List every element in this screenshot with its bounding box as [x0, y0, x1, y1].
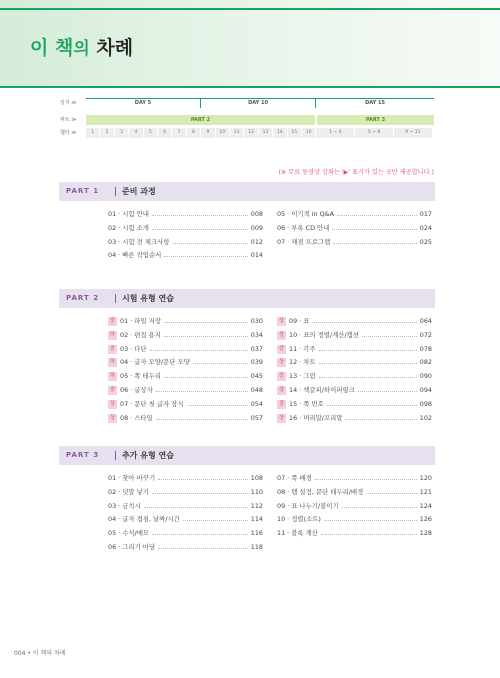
toc-entry-title [277, 329, 359, 343]
part-label: PART 3 [66, 451, 100, 459]
toc-entry[interactable] [277, 500, 432, 514]
toc-entry-page: 064 [419, 317, 432, 325]
leader-dots [164, 377, 248, 378]
header-top-stripe [0, 8, 500, 10]
toc-entry-label: 01 · 시험 안내 [108, 210, 149, 218]
toc-entry-title [108, 370, 161, 384]
difficulty-badge: 상 [278, 386, 285, 393]
toc-entry-title [108, 249, 161, 263]
toc-column-right [277, 208, 432, 249]
toc-entry-label: 08 · 스타일 [120, 413, 153, 422]
toc-entry-label: 06 · 글상자 [120, 385, 153, 394]
toc-entry-title [277, 527, 318, 541]
toc-entry-page: 017 [419, 210, 432, 218]
difficulty-badge: 하 [109, 359, 116, 366]
toc-entry-label: 07 · 채점 프로그램 [277, 237, 331, 246]
toc-entry-label: 02 · 시험 소개 [108, 223, 149, 232]
toc-entry-label: 01 · 파일 저장 [120, 317, 161, 325]
toc-entry-title [108, 315, 161, 329]
part-label: PART 2 [66, 294, 100, 302]
chapter-cell: 4 [129, 128, 143, 138]
toc-entry-label: 04 · 빠른 작업순서 [108, 251, 162, 260]
toc-entry[interactable] [108, 527, 263, 541]
part-name: 추가 유형 연습 [122, 451, 174, 460]
part-header [59, 289, 435, 308]
toc-entry[interactable] [277, 356, 432, 370]
leader-dots [362, 336, 417, 337]
toc-entry-label: 04 · 글자 겹침, 날짜/시간 [108, 515, 180, 524]
part-segment: PART 3 [317, 115, 434, 125]
difficulty-badge: 하 [109, 331, 116, 338]
toc-entry-title [277, 384, 355, 398]
toc-entry-page: 025 [419, 237, 432, 246]
toc-entry[interactable] [277, 384, 432, 398]
chapter-cell: 5 ~ 8 [355, 128, 394, 138]
difficulty-badge: 상 [109, 400, 116, 407]
toc-entry-label: 07 · 문단 첫 글자 장식 [120, 399, 184, 408]
schedule-chapter-row [60, 128, 434, 138]
toc-entry-page: 039 [250, 358, 263, 367]
chapter-cell: 8 [187, 128, 201, 138]
toc-entry-label: 12 · 차트 [289, 358, 316, 367]
difficulty-badge: 상 [278, 318, 285, 324]
toc-entry[interactable] [108, 236, 263, 250]
leader-dots [333, 243, 417, 244]
part-segment: PART 2 [86, 115, 315, 125]
toc-entry-label: 02 · 덧말 넣기 [108, 487, 149, 496]
difficulty-badge: 중 [109, 386, 116, 393]
difficulty-badge: 중 [278, 373, 285, 380]
toc-entry-label: 10 · 정렬(소트) [277, 515, 321, 524]
toc-entry-label: 05 · 이기적 in Q&A [277, 210, 335, 218]
toc-entry-page: 126 [419, 515, 432, 524]
toc-entry[interactable] [108, 249, 263, 263]
toc-entry-label: 09 · 표 [289, 317, 310, 325]
toc-entry-page: 124 [419, 501, 432, 510]
toc-entry[interactable] [108, 370, 263, 384]
toc-entry-label: 13 · 그림 [289, 372, 316, 381]
toc-entry[interactable] [277, 222, 432, 236]
toc-entry-label: 10 · 표의 정렬/계산/캡션 [289, 330, 359, 339]
chapter-cell: 5 [144, 128, 158, 138]
toc-entry-title [277, 472, 312, 486]
leader-dots [144, 507, 248, 508]
toc-entry[interactable] [277, 208, 432, 222]
toc-entry-label: 03 · 금칙시 [108, 501, 141, 510]
toc-entry-label: 03 · 시험 전 체크사항 [108, 237, 170, 246]
toc-entry-title [277, 486, 363, 500]
day-segment: DAY 5 [86, 98, 201, 108]
toc-entry-title [277, 343, 316, 357]
toc-entry-title [108, 343, 147, 357]
leader-dots [319, 350, 417, 351]
toc-entry-page: 012 [250, 237, 263, 246]
toc-entry-title [277, 370, 316, 384]
chapter-cell: 2 [100, 128, 114, 138]
chapter-cell: 7 [172, 128, 186, 138]
leader-dots [327, 405, 417, 406]
toc-entry-title [108, 412, 153, 426]
toc-entry-label: 04 · 글자 모양/문단 모양 [120, 358, 190, 367]
chapter-row-label: 챕터 ≫ [60, 130, 77, 136]
leader-dots [152, 215, 248, 216]
part-label: PART 1 [66, 187, 100, 195]
toc-entry[interactable] [277, 412, 432, 426]
toc-entry-title [108, 384, 153, 398]
chapter-cell: 13 [259, 128, 273, 138]
toc-entry[interactable] [108, 222, 263, 236]
toc-entry[interactable] [108, 208, 263, 222]
chapter-cell: 10 [216, 128, 230, 138]
toc-entry[interactable] [108, 315, 263, 329]
part-header [59, 446, 435, 465]
toc-entry-page: 116 [250, 529, 263, 538]
toc-entry-page: 110 [250, 487, 263, 496]
toc-entry-label: 07 · 쪽 배경 [277, 474, 312, 482]
toc-entry-title [277, 315, 309, 329]
chapter-cell: 9 [201, 128, 215, 138]
chapter-cell: 1 ~ 4 [316, 128, 355, 138]
leader-dots [358, 391, 417, 392]
toc-entry-page: 048 [250, 385, 263, 394]
toc-entry-label: 06 · 그리기 마당 [108, 542, 156, 551]
toc-entry-label: 06 · 부록 CD 안내 [277, 223, 330, 232]
leader-dots [183, 520, 248, 521]
toc-entry-title [108, 208, 149, 222]
toc-entry-title [277, 398, 324, 412]
toc-entry-title [108, 541, 155, 555]
leader-dots [319, 363, 417, 364]
toc-entry[interactable] [108, 486, 263, 500]
header-banner [0, 0, 500, 88]
toc-entry-page: 072 [419, 330, 432, 339]
leader-dots [337, 215, 417, 216]
toc-entry[interactable] [108, 398, 263, 412]
leader-dots [164, 336, 248, 337]
toc-entry-title [108, 472, 155, 486]
difficulty-badge: 상 [109, 414, 116, 421]
chapter-cell: 14 [273, 128, 287, 138]
day-segment: DAY 15 [365, 100, 385, 106]
leader-dots [173, 243, 248, 244]
toc-entry-page: 114 [250, 515, 263, 524]
leader-dots [158, 479, 248, 480]
part-row-label: 파트 ≫ [60, 117, 77, 123]
toc-entry[interactable] [277, 513, 432, 527]
toc-entry-page: 008 [250, 210, 263, 218]
toc-entry-page: 098 [419, 399, 432, 408]
toc-entry-label: 09 · 표 나누기/붙이기 [277, 501, 339, 510]
toc-column-left [108, 315, 263, 425]
difficulty-badge: 중 [109, 345, 116, 352]
difficulty-badge: 상 [278, 331, 285, 338]
toc-entry[interactable] [277, 343, 432, 357]
toc-entry-page: 118 [250, 542, 263, 551]
chapter-cell: 16 [302, 128, 316, 138]
toc-entry-title [277, 356, 316, 370]
toc-entry[interactable] [277, 486, 432, 500]
toc-column-right [277, 472, 432, 541]
toc-entry-title [108, 236, 170, 250]
leader-dots [152, 534, 248, 535]
leader-dots [319, 377, 417, 378]
day-segment: DAY 10 [201, 98, 316, 108]
toc-entry-page: 121 [419, 487, 432, 496]
toc-entry-label: 05 · 쪽 테두리 [120, 372, 161, 381]
leader-dots [312, 322, 417, 323]
chapter-cell: 1 [86, 128, 100, 138]
leader-dots [324, 520, 417, 521]
toc-entry-label: 11 · 블록 계산 [277, 529, 318, 538]
leader-dots [315, 479, 417, 480]
difficulty-badge: 중 [109, 318, 116, 324]
toc-entry-label: 14 · 책갈피/하이퍼링크 [289, 385, 355, 394]
toc-entry-label: 08 · 탭 설정, 문단 테두리/배경 [277, 487, 364, 496]
schedule-day-row [60, 98, 434, 108]
leader-dots [342, 507, 417, 508]
toc-entry-page: 094 [419, 385, 432, 394]
leader-dots [164, 322, 248, 323]
toc-entry-label: 03 · 다단 [120, 344, 147, 353]
leader-dots [193, 363, 248, 364]
part-separator [115, 294, 116, 303]
toc-entry-page: 009 [250, 223, 263, 232]
toc-entry-title [108, 222, 149, 236]
toc-entry-page: 045 [250, 372, 263, 381]
difficulty-badge: 하 [109, 373, 116, 380]
toc-entry-label: 16 · 머리말/꼬리말 [289, 413, 343, 422]
page-footer: 004 • 이 책의 차례 [14, 650, 66, 657]
toc-entry-title [277, 208, 334, 222]
toc-entry-label: 11 · 각주 [289, 344, 316, 353]
day-row-label: 일자 ≫ [60, 100, 77, 106]
toc-entry-label: 15 · 쪽 번호 [289, 399, 324, 408]
toc-entry-page: 057 [250, 413, 263, 422]
leader-dots [164, 256, 248, 257]
toc-entry-page: 024 [419, 223, 432, 232]
toc-entry-page: 108 [250, 474, 263, 482]
header-bottom-stripe [0, 86, 500, 88]
toc-entry[interactable] [108, 356, 263, 370]
toc-entry-title [108, 329, 161, 343]
difficulty-badge: 중 [278, 400, 285, 407]
toc-entry-page: 120 [419, 474, 432, 482]
toc-entry[interactable] [277, 398, 432, 412]
toc-entry[interactable] [108, 329, 263, 343]
toc-entry-label: 05 · 수식/메모 [108, 529, 150, 538]
toc-entry[interactable] [277, 315, 432, 329]
leader-dots [152, 229, 248, 230]
video-lecture-note: (※ 무료 동영상 강좌는 '▶' 표시가 있는 곳만 제공합니다.) [278, 169, 434, 176]
toc-entry-page: 078 [419, 344, 432, 353]
leader-dots [332, 229, 417, 230]
chapter-cell: 3 [115, 128, 129, 138]
toc-column-left [108, 208, 263, 263]
toc-entry-title [108, 527, 149, 541]
leader-dots [156, 391, 248, 392]
difficulty-badge: 상 [278, 359, 285, 366]
part-name: 시험 유형 연습 [122, 294, 174, 303]
difficulty-badge: 상 [278, 414, 285, 421]
leader-dots [158, 548, 248, 549]
toc-column-left [108, 472, 263, 555]
leader-dots [187, 405, 248, 406]
toc-entry-title [277, 513, 321, 527]
difficulty-badge: 중 [278, 345, 285, 352]
toc-entry-title [108, 356, 190, 370]
toc-entry[interactable] [108, 541, 263, 555]
toc-entry[interactable] [277, 472, 432, 486]
toc-entry-page: 102 [419, 413, 432, 422]
toc-entry-label: 01 · 찾아 바꾸기 [108, 474, 156, 482]
toc-entry-page: 054 [250, 399, 263, 408]
toc-entry-title [108, 486, 149, 500]
toc-entry-page: 030 [250, 317, 263, 325]
toc-entry-page: 082 [419, 358, 432, 367]
toc-entry[interactable] [277, 236, 432, 250]
toc-entry-title [277, 222, 329, 236]
chapter-cell: 15 [288, 128, 302, 138]
toc-entry[interactable] [277, 527, 432, 541]
toc-column-right [277, 315, 432, 425]
toc-entry[interactable] [108, 472, 263, 486]
toc-entry[interactable] [108, 384, 263, 398]
part-separator [115, 187, 116, 196]
toc-entry[interactable] [108, 343, 263, 357]
toc-entry-page: 014 [250, 251, 263, 260]
toc-entry-page: 090 [419, 372, 432, 381]
toc-entry[interactable] [277, 329, 432, 343]
leader-dots [321, 534, 417, 535]
leader-dots [366, 493, 417, 494]
toc-entry-title [108, 398, 184, 412]
toc-entry-page: 034 [250, 330, 263, 339]
part-separator [115, 451, 116, 460]
toc-entry[interactable] [277, 370, 432, 384]
toc-entry[interactable] [108, 412, 263, 426]
part-name: 준비 과정 [122, 187, 156, 196]
toc-entry-title [277, 412, 342, 426]
part-header [59, 182, 435, 201]
toc-entry-label: 02 · 편집 용지 [120, 330, 161, 339]
chapter-cell: 11 [230, 128, 244, 138]
toc-entry-title [108, 500, 141, 514]
chapter-cell: 6 [158, 128, 172, 138]
toc-entry-page: 112 [250, 501, 263, 510]
toc-entry-title [277, 236, 330, 250]
toc-entry-title [108, 513, 180, 527]
toc-entry[interactable] [108, 500, 263, 514]
toc-entry-title [277, 500, 339, 514]
leader-dots [156, 419, 248, 420]
toc-entry-page: 037 [250, 344, 263, 353]
chapter-cell: 12 [244, 128, 258, 138]
chapter-cell: 9 ~ 11 [394, 128, 433, 138]
leader-dots [152, 493, 248, 494]
toc-entry-page: 128 [419, 529, 432, 538]
schedule-part-row [60, 115, 434, 125]
leader-dots [345, 419, 417, 420]
leader-dots [150, 350, 248, 351]
page-title: 이 책의 차례 [30, 37, 134, 59]
toc-entry[interactable] [108, 513, 263, 527]
